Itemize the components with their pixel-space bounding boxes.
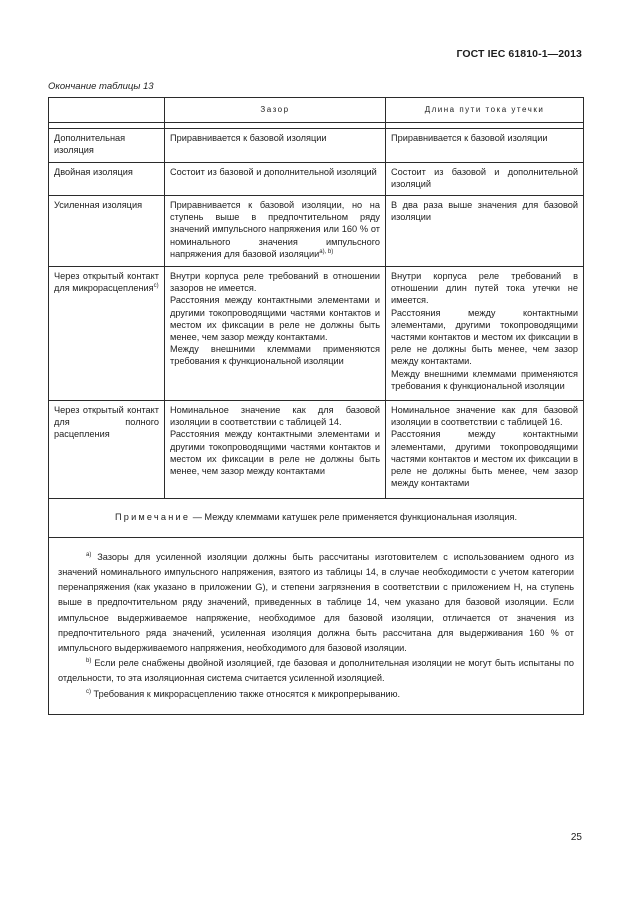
- footnote-a: $^{а)}$ Зазоры для усиленной изоляции должны быть рассчитаны изготовителем с использованием одного из значений номинального импульсного напряжения, взятого из таблицы 14, в случае необходимости с учетом категории перенапряжения (как указано в приложении G), и степени загрязнения в соответствии с приложением H, на ступень выше в предпочтительном ряду значений, приведенных в таблице 14, чем указано для базовой изоляции. Если импульсное выдерживаемое напряжение, необходимое для базовой изоляции, отличается от значения из предпочтительного ряда значений, усиленная изоляция должна быть рассчитана для выдерживания 160 % от импульсного выдерживаемого напряжения, необходимого для базовой изоляции.: [58, 551, 574, 653]
- creepage-cell: Состоит из базовой и дополнительной изоляций: [386, 162, 584, 195]
- creepage-cell: Приравнивается к базовой изоляции: [386, 129, 584, 162]
- header-clearance: Зазор: [165, 98, 386, 123]
- row-label: Дополнительная изоляция: [49, 129, 165, 162]
- creepage-cell: Номинальное значение как для базовой изоляции в соответствии с таблицей 16. Расстояния между контактными элементами, другими токопроводящими частями контактов и местом их фиксации в реле не должны быть менее, чем зазор между контактами: [386, 401, 584, 499]
- standard-designation: ГОСТ IEC 61810-1—2013: [456, 48, 582, 60]
- row-label: Через открытый контакт для микрорасцепления$^{c)}$: [49, 267, 165, 401]
- clearance-cell: Приравнивается к базовой изоляции: [165, 129, 386, 162]
- row-label: Через открытый контакт для полного расцепления: [49, 401, 165, 499]
- footnotes-row: [49, 537, 584, 714]
- header-creepage: Длина пути тока утечки: [386, 98, 584, 123]
- note-text: — Между клеммами катушек реле применяется функциональная изоляция.: [190, 512, 518, 523]
- page-number: 25: [570, 832, 582, 843]
- table-note-row: [49, 499, 584, 537]
- clearance-cell: Внутри корпуса реле требований в отношении зазоров не имеется. Расстояния между контактными элементами и другими токопроводящими частями контактов и местом их фиксации в реле не должны быть менее, чем зазор между контактами. Между внешними клеммами применяются требования к функциональной изоляции: [165, 267, 386, 401]
- footnote-b: $^{b)}$ Если реле снабжены двойной изоляцией, где базовая и дополнительная изоляции не могут быть испытаны по отдельности, то эта изоляционная система считается усиленной изоляцией.: [58, 658, 574, 684]
- table-row: [49, 401, 584, 499]
- table-row: [49, 162, 584, 195]
- footnote-ref: а), b): [319, 248, 334, 255]
- clearance-cell: Состоит из базовой и дополнительной изоляций: [165, 162, 386, 195]
- footnote-c: $^{c)}$ Требования к микрорасцеплению также относятся к микропрерыванию.: [86, 688, 401, 699]
- table-row: [49, 196, 584, 267]
- clearance-cell: Приравнивается к базовой изоляции, но на ступень выше в предпочтительном ряду значений импульсного напряжения или 160 % от номинального значения импульсного напряжения для базовой изоляции$^{а), b)}$: [165, 196, 386, 267]
- insulation-table: [48, 97, 583, 715]
- table-row: [49, 129, 584, 162]
- footnotes: [49, 537, 584, 714]
- note-prefix: Примечание: [114, 512, 191, 523]
- table-row: [49, 267, 584, 401]
- header-label-cell: [49, 98, 165, 123]
- table-note: [49, 499, 584, 537]
- clearance-cell: Номинальное значение как для базовой изоляции в соответствии с таблицей 14. Расстояния между контактными элементами и другими токопроводящими частями контактов и местом их фиксации в реле не должны быть менее, чем зазор между контактами: [165, 401, 386, 499]
- row-label: Усиленная изоляция: [49, 196, 165, 267]
- creepage-cell: В два раза выше значения для базовой изоляции: [386, 196, 584, 267]
- row-label: Двойная изоляция: [49, 162, 165, 195]
- table-header-row: [49, 98, 584, 123]
- creepage-cell: Внутри корпуса реле требований в отношении длин путей тока утечки не имеется. Расстояния между контактными элементами, другими токопроводящими частями контактов и местом их фиксации в реле не должны быть менее, чем зазор между контактами. Между внешними клеммами применяются требования к функциональной изоляции: [386, 267, 584, 401]
- table-caption: Окончание таблицы 13: [48, 81, 154, 92]
- footnote-ref: c): [153, 283, 159, 290]
